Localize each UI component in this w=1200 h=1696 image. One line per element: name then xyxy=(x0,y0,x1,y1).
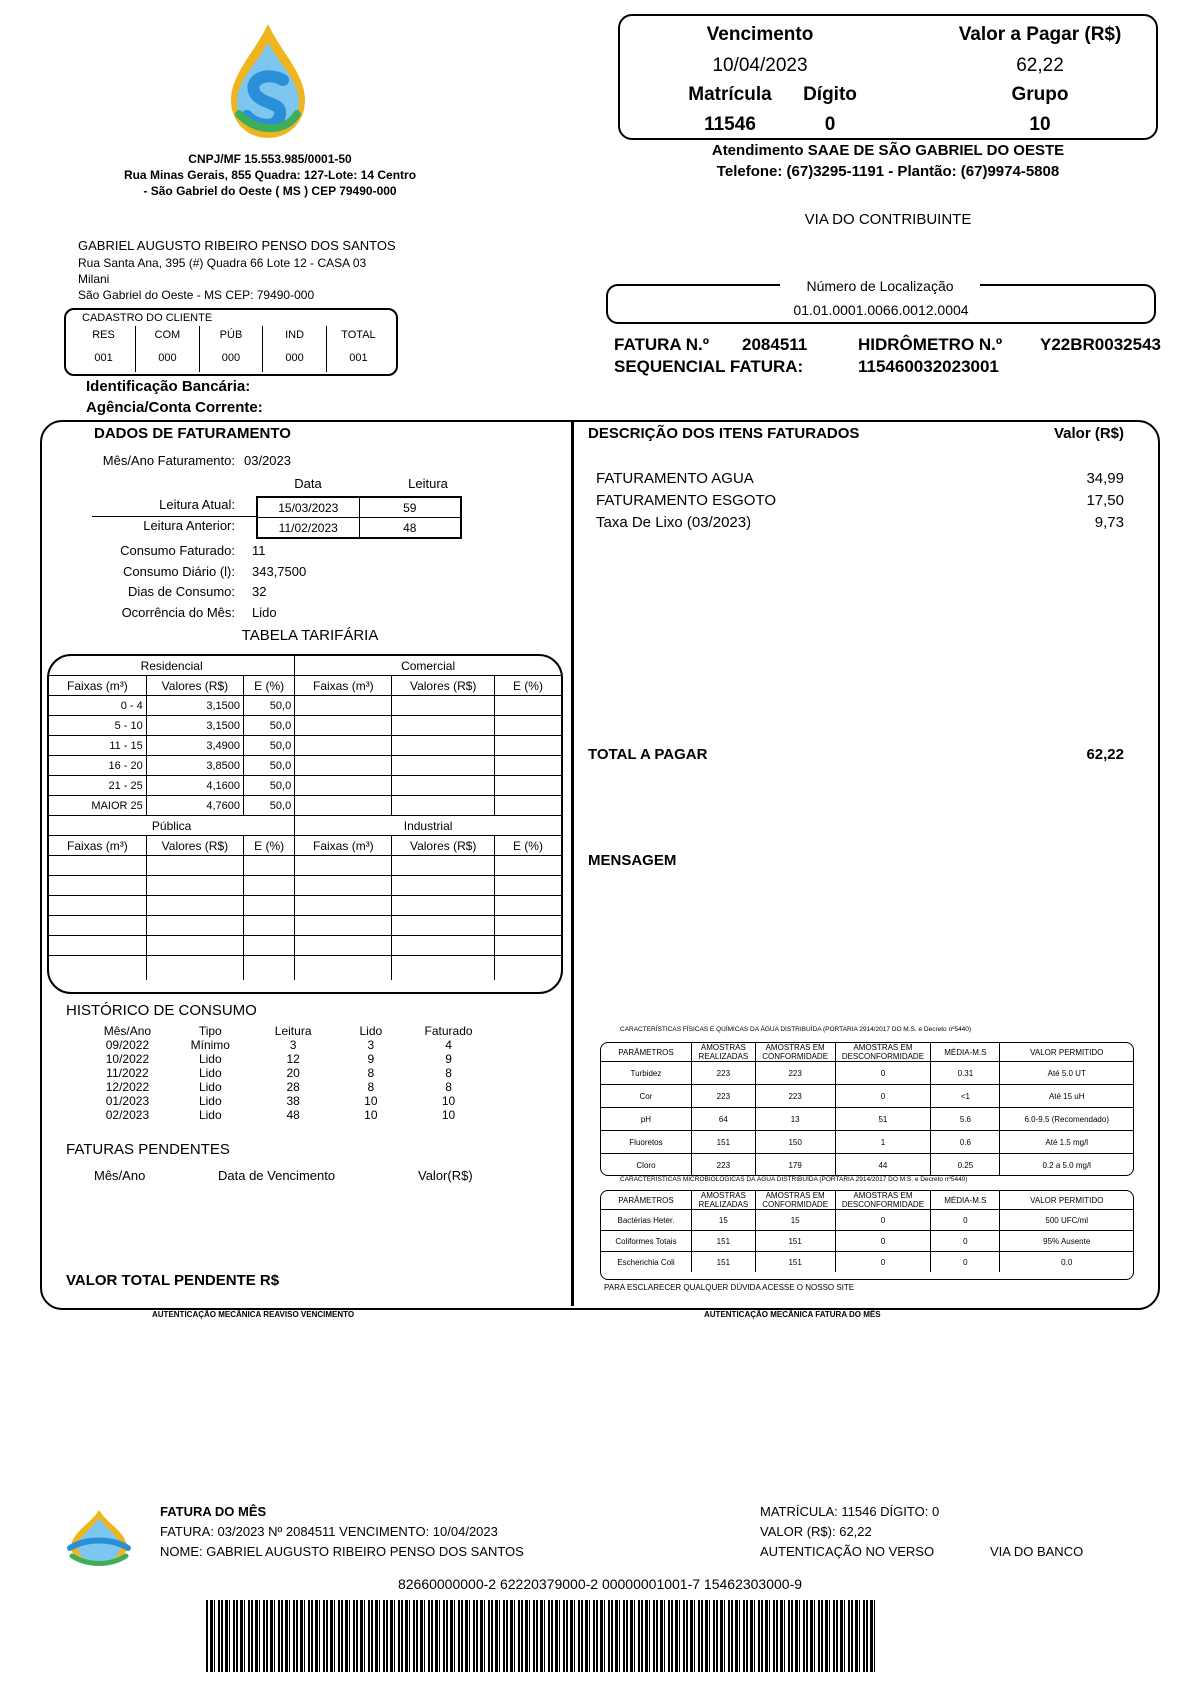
historico-row xyxy=(86,1108,490,1122)
historico-mes: 09/2022 xyxy=(105,1038,150,1052)
client-address-3: São Gabriel do Oeste - MS CEP: 79490-000 xyxy=(78,288,315,302)
faixa: 21 - 25 xyxy=(49,776,146,796)
publica-title: Pública xyxy=(49,816,295,836)
telefone: Telefone: (67)3295-1191 - Plantão: (67)9974-5808 xyxy=(716,163,1060,180)
fq-header: VALOR PERMITIDO xyxy=(1000,1043,1133,1062)
sequencial-label: SEQUENCIAL FATURA: xyxy=(614,357,804,376)
micro-cell: 0.0 xyxy=(1000,1252,1133,1273)
faixa: 5 - 10 xyxy=(49,716,146,736)
item-desc: FATURAMENTO ESGOTO xyxy=(596,492,777,509)
valor-label: Valor a Pagar (R$) xyxy=(958,24,1122,45)
client-name: GABRIEL AUGUSTO RIBEIRO PENSO DOS SANTOS xyxy=(78,238,396,253)
historico-row xyxy=(86,1080,490,1094)
total-label: TOTAL A PAGAR xyxy=(588,746,708,763)
fq-cell: 151 xyxy=(691,1131,755,1154)
cadastro-value: 000 xyxy=(136,344,200,372)
fq-param: Fluoretos xyxy=(601,1131,691,1154)
faixa: 16 - 20 xyxy=(49,756,146,776)
ocorrencia-value: Lido xyxy=(252,605,277,620)
col-faixas: Faixas (m³) xyxy=(49,676,146,696)
historico-row xyxy=(86,1066,490,1080)
pendente-total-label: VALOR TOTAL PENDENTE R$ xyxy=(66,1272,280,1289)
historico-mes: 10/2022 xyxy=(105,1052,150,1066)
micro-header: VALOR PERMITIDO xyxy=(1000,1191,1133,1210)
identificacao-bancaria: Identificação Bancária: xyxy=(86,378,251,395)
col-valores: Valores (R$) xyxy=(392,676,494,696)
fq-cell: 0.6 xyxy=(931,1131,1000,1154)
historico-lido: 3 xyxy=(367,1038,375,1052)
localizacao-label: Número de Localização xyxy=(780,278,980,294)
fq-header: AMOSTRAS EM DESCONFORMIDADE xyxy=(835,1043,931,1062)
historico-leitura: 12 xyxy=(286,1052,300,1066)
fq-cell: 223 xyxy=(755,1085,835,1108)
e-percent: 50,0 xyxy=(244,776,295,796)
dados-title: DADOS DE FATURAMENTO xyxy=(94,425,291,442)
leitura-table xyxy=(256,496,462,539)
fq-cell: <1 xyxy=(931,1085,1000,1108)
micro-table xyxy=(601,1191,1133,1272)
micro-cell: 0 xyxy=(931,1210,1000,1231)
micro-param: Bactérias Heter. xyxy=(601,1210,691,1231)
cadastro-header: PÚB xyxy=(199,326,263,344)
comercial-title: Comercial xyxy=(295,656,561,676)
mes-ano-label: Mês/Ano Faturamento: xyxy=(102,453,235,468)
historico-leitura: 28 xyxy=(286,1080,300,1094)
micro-cell: 0 xyxy=(931,1252,1000,1273)
cadastro-header: IND xyxy=(263,326,327,344)
col-faixas: Faixas (m³) xyxy=(295,836,392,856)
micro-cell: 151 xyxy=(755,1231,835,1252)
fq-cell: 13 xyxy=(755,1108,835,1131)
tarifa-table xyxy=(49,656,561,980)
mes-ano-value: 03/2023 xyxy=(244,453,291,468)
historico-mes: 11/2022 xyxy=(106,1066,149,1080)
fq-header: AMOSTRAS REALIZADAS xyxy=(691,1043,755,1062)
micro-cell: 95% Ausente xyxy=(1000,1231,1133,1252)
divider-line xyxy=(92,516,256,517)
fq-cell: 223 xyxy=(691,1085,755,1108)
vencimento-value: 10/04/2023 xyxy=(712,55,808,76)
historico-lido: 9 xyxy=(367,1052,375,1066)
historico-header: Leitura xyxy=(274,1024,312,1038)
fq-cell: 223 xyxy=(691,1154,755,1177)
e-percent: 50,0 xyxy=(244,716,295,736)
fq-param: pH xyxy=(601,1108,691,1131)
fatura-numero: 2084511 xyxy=(742,335,808,354)
col-faixas: Faixas (m³) xyxy=(49,836,146,856)
fq-cell: Até 15 uH xyxy=(1000,1085,1133,1108)
fq-param: Cloro xyxy=(601,1154,691,1177)
fq-cell: 0.31 xyxy=(931,1062,1000,1085)
fq-cell: 0 xyxy=(835,1085,931,1108)
stub-nome: NOME: GABRIEL AUGUSTO RIBEIRO PENSO DOS SANTOS xyxy=(160,1544,524,1559)
historico-faturado: 9 xyxy=(445,1052,452,1066)
micro-cell: 0 xyxy=(835,1252,931,1273)
fq-cell: 0.25 xyxy=(931,1154,1000,1177)
e-percent: 50,0 xyxy=(244,756,295,776)
micro-cell: 151 xyxy=(755,1252,835,1273)
cadastro-header: TOTAL xyxy=(341,329,376,341)
valor: 3,1500 xyxy=(146,696,243,716)
fq-header: MÉDIA-M.S xyxy=(931,1043,1000,1062)
col-e: E (%) xyxy=(494,676,561,696)
itens-title: DESCRIÇÃO DOS ITENS FATURADOS xyxy=(588,425,860,442)
historico-faturado: 4 xyxy=(445,1038,452,1052)
digito-label: Dígito xyxy=(803,84,857,105)
saae-logo-small xyxy=(62,1508,136,1568)
digito-value: 0 xyxy=(824,114,836,135)
fq-cell: 179 xyxy=(755,1154,835,1177)
autenticacao-fatura: AUTENTICAÇÃO MECÂNICA FATURA DO MÊS xyxy=(704,1310,881,1319)
historico-tipo: Lido xyxy=(198,1108,222,1122)
vencimento-label: Vencimento xyxy=(706,24,814,45)
main-divider xyxy=(571,420,574,1306)
company-address-2: - São Gabriel do Oeste ( MS ) CEP 79490-000 xyxy=(143,184,397,198)
fq-cell: 64 xyxy=(691,1108,755,1131)
valor: 3,4900 xyxy=(146,736,243,756)
total-value: 62,22 xyxy=(1086,746,1124,763)
historico-leitura: 3 xyxy=(289,1038,297,1052)
cadastro-title: CADASTRO DO CLIENTE xyxy=(82,312,213,324)
col-valores: Valores (R$) xyxy=(146,836,243,856)
leitura-anterior-data: 11/02/2023 xyxy=(257,518,359,539)
faixa: MAIOR 25 xyxy=(49,796,146,816)
cadastro-header: RES xyxy=(72,326,136,344)
micro-cell: 151 xyxy=(691,1252,755,1273)
historico-header: Mês/Ano xyxy=(103,1024,152,1038)
client-address-1: Rua Santa Ana, 395 (#) Quadra 66 Lote 12 - CASA 03 xyxy=(78,256,367,270)
historico-row xyxy=(86,1094,490,1108)
micro-cell: 0 xyxy=(835,1231,931,1252)
micro-cell: 500 UFC/ml xyxy=(1000,1210,1133,1231)
micro-cell: 0 xyxy=(835,1210,931,1231)
leitura-atual-label: Leitura Atual: xyxy=(159,497,235,512)
historico-tipo: Lido xyxy=(198,1094,222,1108)
micro-header: AMOSTRAS REALIZADAS xyxy=(691,1191,755,1210)
e-percent: 50,0 xyxy=(244,736,295,756)
micro-box xyxy=(600,1190,1134,1280)
valor: 4,7600 xyxy=(146,796,243,816)
fq-box xyxy=(600,1042,1134,1176)
historico-leitura: 20 xyxy=(286,1066,300,1080)
cadastro-value: 000 xyxy=(199,344,263,372)
leitura-anterior-value: 48 xyxy=(359,518,461,539)
dias-value: 32 xyxy=(252,584,267,599)
micro-header: PARÂMETROS xyxy=(601,1191,691,1210)
historico-tipo: Lido xyxy=(198,1052,222,1066)
cadastro-table xyxy=(72,326,390,372)
valor: 3,8500 xyxy=(146,756,243,776)
fq-cell: 223 xyxy=(691,1062,755,1085)
historico-leitura: 48 xyxy=(286,1108,300,1122)
micro-param: Escherichia Coli xyxy=(601,1252,691,1273)
historico-mes: 01/2023 xyxy=(105,1094,150,1108)
fq-cell: 223 xyxy=(755,1062,835,1085)
col-faixas: Faixas (m³) xyxy=(295,676,392,696)
fq-cell: 44 xyxy=(835,1154,931,1177)
historico-lido: 10 xyxy=(364,1108,378,1122)
residencial-title: Residencial xyxy=(49,656,295,676)
matricula-value: 11546 xyxy=(704,114,756,135)
valor: 3,1500 xyxy=(146,716,243,736)
stub-autenticacao: AUTENTICAÇÃO NO VERSO xyxy=(760,1544,935,1559)
micro-cell: 0 xyxy=(931,1231,1000,1252)
leitura-atual-value: 59 xyxy=(359,497,461,518)
historico-row xyxy=(86,1052,490,1066)
hidrometro-label: HIDRÔMETRO N.º xyxy=(858,335,1003,354)
historico-lido: 8 xyxy=(367,1066,375,1080)
fq-header: AMOSTRAS EM CONFORMIDADE xyxy=(755,1043,835,1062)
historico-mes: 12/2022 xyxy=(105,1080,150,1094)
matricula-label: Matrícula xyxy=(688,84,772,105)
qualidade-footer: PARA ESCLARECER QUALQUER DÚVIDA ACESSE O NOSSO SITE xyxy=(604,1283,855,1292)
fq-header: PARÂMETROS xyxy=(601,1043,691,1062)
consumo-label: Consumo Faturado: xyxy=(120,543,235,558)
fq-cell: 5.6 xyxy=(931,1108,1000,1131)
col-valores: Valores (R$) xyxy=(392,836,494,856)
micro-header: AMOSTRAS EM CONFORMIDADE xyxy=(755,1191,835,1210)
item-desc: Taxa De Lixo (03/2023) xyxy=(596,514,752,531)
historico-leitura: 38 xyxy=(286,1094,300,1108)
item-desc: FATURAMENTO AGUA xyxy=(596,470,754,487)
cadastro-header: COM xyxy=(136,326,200,344)
valor-value: 62,22 xyxy=(1016,55,1064,76)
historico-header: Faturado xyxy=(424,1024,473,1038)
barcode-number: 82660000000-2 62220379000-2 00000001001-7 15462303000-9 xyxy=(397,1576,803,1592)
sequencial-value: 115460032023001 xyxy=(858,357,999,376)
historico-row xyxy=(86,1038,490,1052)
company-cnpj: CNPJ/MF 15.553.985/0001-50 xyxy=(188,152,352,166)
e-percent: 50,0 xyxy=(244,796,295,816)
dias-label: Dias de Consumo: xyxy=(128,584,235,599)
pendentes-col-valor: Valor(R$) xyxy=(418,1168,473,1183)
fq-param: Cor xyxy=(601,1085,691,1108)
fq-cell: Até 5.0 UT xyxy=(1000,1062,1133,1085)
pendentes-col-mes: Mês/Ano xyxy=(94,1168,146,1183)
historico-tipo: Mínimo xyxy=(190,1038,230,1052)
faixa: 11 - 15 xyxy=(49,736,146,756)
fq-cell: 6.0-9.5 (Recomendado) xyxy=(1000,1108,1133,1131)
industrial-title: Industrial xyxy=(295,816,561,836)
historico-mes: 02/2023 xyxy=(105,1108,150,1122)
micro-cell: 151 xyxy=(691,1231,755,1252)
faixa: 0 - 4 xyxy=(49,696,146,716)
historico-header: Tipo xyxy=(198,1024,222,1038)
tarifa-title: TABELA TARIFÁRIA xyxy=(241,627,379,644)
cadastro-value: 001 xyxy=(349,352,368,364)
diario-value: 343,7500 xyxy=(252,564,307,579)
cadastro-value: 001 xyxy=(72,344,136,372)
diario-label: Consumo Diário (l): xyxy=(123,564,235,579)
col-e: E (%) xyxy=(244,676,295,696)
fq-param: Turbidez xyxy=(601,1062,691,1085)
fq-cell: 1 xyxy=(835,1131,931,1154)
col-e: E (%) xyxy=(244,836,295,856)
historico-table xyxy=(86,1024,490,1122)
cadastro-value: 000 xyxy=(263,344,327,372)
item-valor: 9,73 xyxy=(1094,514,1124,531)
company-address-1: Rua Minas Gerais, 855 Quadra: 127-Lote: 14 Centro xyxy=(123,168,417,182)
autenticacao-reaviso: AUTENTICAÇÃO MECÂNICA REAVISO VENCIMENTO xyxy=(152,1310,355,1319)
client-address-2: Milani xyxy=(78,272,110,286)
col-e: E (%) xyxy=(494,836,561,856)
via-contribuinte: VIA DO CONTRIBUINTE xyxy=(804,211,972,228)
micro-param: Coliformes Totais xyxy=(601,1231,691,1252)
hidrometro-value: Y22BR0032543 xyxy=(1040,335,1161,354)
saae-logo xyxy=(225,22,311,142)
historico-title: HISTÓRICO DE CONSUMO xyxy=(66,1002,257,1019)
ocorrencia-label: Ocorrência do Mês: xyxy=(121,605,235,620)
micro-cell: 15 xyxy=(755,1210,835,1231)
stub-matricula: MATRÍCULA: 11546 DÍGITO: 0 xyxy=(760,1504,940,1519)
leitura-header: Leitura xyxy=(408,476,448,491)
localizacao-value: 01.01.0001.0066.0012.0004 xyxy=(793,302,969,318)
historico-tipo: Lido xyxy=(198,1080,222,1094)
historico-faturado: 10 xyxy=(441,1094,456,1108)
pendentes-title: FATURAS PENDENTES xyxy=(66,1141,230,1158)
valor: 4,1600 xyxy=(146,776,243,796)
item-valor: 34,99 xyxy=(1086,470,1124,487)
item-valor: 17,50 xyxy=(1086,492,1124,509)
e-percent: 50,0 xyxy=(244,696,295,716)
historico-tipo: Lido xyxy=(198,1066,222,1080)
grupo-label: Grupo xyxy=(1011,84,1069,105)
grupo-value: 10 xyxy=(1029,114,1051,135)
fq-cell: 51 xyxy=(835,1108,931,1131)
fq-cell: 150 xyxy=(755,1131,835,1154)
consumo-value: 11 xyxy=(252,543,266,558)
micro-cell: 15 xyxy=(691,1210,755,1231)
stub-via-banco: VIA DO BANCO xyxy=(990,1544,1084,1559)
stub-title: FATURA DO MÊS xyxy=(160,1504,267,1519)
fq-cell: 0 xyxy=(835,1062,931,1085)
micro-header: MÉDIA-M.S xyxy=(931,1191,1000,1210)
itens-valor-header: Valor (R$) xyxy=(1053,425,1124,442)
historico-lido: 8 xyxy=(367,1080,375,1094)
fatura-numero-label: FATURA N.º xyxy=(614,335,709,354)
micro-title: CARACTERÍSTICAS MICROBIOLÓGICAS DA ÁGUA DISTRIBUÍDA (PORTARIA 2914/2017 DO M.S. e Decreto nº5440) xyxy=(620,1176,968,1183)
historico-faturado: 8 xyxy=(445,1066,452,1080)
stub-valor: VALOR (R$): 62,22 xyxy=(760,1524,872,1539)
historico-faturado: 10 xyxy=(441,1108,456,1122)
micro-header: AMOSTRAS EM DESCONFORMIDADE xyxy=(835,1191,931,1210)
pendentes-col-vencimento: Data de Vencimento xyxy=(218,1168,336,1183)
fq-table xyxy=(601,1043,1133,1176)
leitura-anterior-label: Leitura Anterior: xyxy=(143,518,235,533)
tarifa-box xyxy=(47,654,563,994)
agencia-conta: Agência/Conta Corrente: xyxy=(86,399,263,416)
historico-header: Lido xyxy=(359,1024,383,1038)
historico-lido: 10 xyxy=(364,1094,378,1108)
stub-fatura-line: FATURA: 03/2023 Nº 2084511 VENCIMENTO: 10/04/2023 xyxy=(160,1524,498,1539)
mensagem-label: MENSAGEM xyxy=(588,852,677,869)
leitura-atual-data: 15/03/2023 xyxy=(257,497,359,518)
fq-title: CARACTERÍSTICAS FÍSICAS E QUÍMICAS DA ÁGUA DISTRIBUÍDA (PORTARIA 2914/2017 DO M.S. e Decreto nº5440) xyxy=(620,1026,972,1033)
historico-faturado: 8 xyxy=(445,1080,452,1094)
col-valores: Valores (R$) xyxy=(146,676,243,696)
data-header: Data xyxy=(294,476,322,491)
atendimento: Atendimento SAAE DE SÃO GABRIEL DO OESTE xyxy=(711,142,1065,159)
fq-cell: 0.2 a 5.0 mg/l xyxy=(1000,1154,1133,1177)
barcode xyxy=(206,1600,878,1672)
fq-cell: Até 1.5 mg/l xyxy=(1000,1131,1133,1154)
